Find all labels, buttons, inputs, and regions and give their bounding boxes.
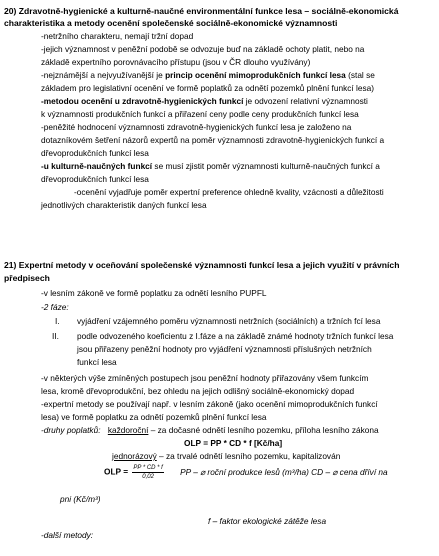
formula-f-definition: f – faktor ekologické zátěže lesa xyxy=(208,516,327,526)
s21-line-1: -v lesním zákoně ve formě poplatku za odnětí lesního PUPFL xyxy=(41,288,267,298)
phase-1-text: vyjádření vzájemného poměru významnosti netržních (sociálních) a tržních fcí lesa xyxy=(77,316,381,326)
s20-line-7: k významnosti produkčních funkcí a přiřazení ceny podle ceny produkčních funkcí lesa xyxy=(41,109,359,119)
s20-line-6-b: je odvození relativní významnosti xyxy=(243,96,368,106)
one-off-fee-text: – za trvalé odnětí lesního pozemku, kapitalizován xyxy=(156,451,341,461)
section-21-title-line-2: předpisech xyxy=(4,273,50,283)
s20-line-2: -jejich významnost v peněžní podobě se odvozuje buď na základě ochoty platit, nebo na xyxy=(41,44,365,54)
formula-denominator: 0,02 xyxy=(142,474,154,480)
s20-line-4-a: -nejznámější a nejvyužívanější je xyxy=(41,70,166,80)
formula-lhs: OLP = xyxy=(104,466,129,477)
s20-line-4 xyxy=(41,69,375,81)
annual-fee-label: každoroční xyxy=(107,425,149,435)
s21-line-9: -další metody: xyxy=(41,530,94,540)
s20-line-11 xyxy=(41,160,380,172)
formula-numerator: PP * CD * f xyxy=(133,465,163,471)
s21-line-3: -v některých výše zmíněných postupech jsou peněžní hodnoty přiřazovány všem funkcím xyxy=(41,373,369,383)
s20-line-4-c: (stal se xyxy=(345,70,375,80)
s20-line-6-bold: -metodou ocenění u zdravotně-hygienických funkcí xyxy=(41,96,244,106)
annual-fee-text: – za dočasné odnětí lesního pozemku, příloha lesního zákona xyxy=(148,425,379,435)
section-21-title-line-1: 21) Expertní metody v oceňování společenské významnosti funkcí lesa a jejich využití v právních xyxy=(4,260,400,270)
s21-line-5: -expertní metody se používají např. v lesním zákoně (jako ocenění mimoprodukčních funkcí xyxy=(41,399,378,409)
formula-legend-continued: pni (Kč/m³) xyxy=(60,494,101,504)
s21-line-7 xyxy=(41,424,379,436)
one-off-fee-label: jednorázový xyxy=(112,451,157,461)
s20-line-12: dřevoprodukčních funkcí lesa xyxy=(41,174,149,184)
s20-line-14: jednotlivých charakteristik daných funkcí lesa xyxy=(41,200,207,210)
s20-line-11-b: se musí zjistit poměr významnosti kulturně-naučných funkcí a xyxy=(152,161,380,171)
s20-line-3: základě expertního porovnávacího přístupu (jsou v ČR dlouho využívány) xyxy=(41,57,311,67)
s20-line-6 xyxy=(41,95,368,107)
formula-fraction xyxy=(132,464,163,481)
formula-one-off xyxy=(104,464,388,481)
s20-line-10: dřevoprodukčních funkcí lesa xyxy=(41,148,149,158)
formula-annual: OLP = PP * CD * f [Kč/ha] xyxy=(184,438,283,448)
phase-2-text-3: funkcí lesa xyxy=(77,357,117,367)
formula-legend: PP – ⌀ roční produkce lesů (m³/ha) CD – ⌀ cena dříví na xyxy=(180,466,388,477)
section-20-title-line-2: charakteristika a metody ocenění společenské sociálně-ekonomické významnosti xyxy=(4,18,338,28)
phase-2-text-2: jsou přiřazeny peněžní hodnoty pro vyjádření významnosti příslušných netržních xyxy=(77,344,372,354)
s21-line-2: -2 fáze: xyxy=(41,302,69,312)
s21-line-6: lesa) ve formě poplatku za odnětí pozemků plnění funkcí lesa xyxy=(41,412,267,422)
section-20-title-line-1: 20) Zdravotně-hygienické a kulturně-naučné environmentální funkce lesa – sociálně-ekonomická xyxy=(4,6,399,16)
s20-line-4-bold: princip ocenění mimoprodukčních funkcí lesa xyxy=(165,70,346,80)
s20-line-8: -peněžité hodnocení významnosti zdravotně-hygienických funkcí lesa je založeno na xyxy=(41,122,352,132)
s21-line-8 xyxy=(112,450,340,462)
s21-line-4: lesa, kromě dřevoprodukční, bez ohledu na jejich odlišný sociálně-ekonomický dopad xyxy=(41,386,355,396)
s20-line-11-bold: -u kulturně-naučných funkcí xyxy=(41,161,153,171)
s20-line-13: -ocenění vyjadřuje poměr expertní preference ohledně kvality, vzácnosti a důležitosti xyxy=(74,187,384,197)
s20-line-5: základem pro legislativní ocenění ve formě poplatků za odnětí pozemků plnění funkcí lesa) xyxy=(41,83,374,93)
s20-line-9: dotazníkovém šetření názorů expertů na poměr významnosti zdravotně-hygienických funkcí a xyxy=(41,135,385,145)
phase-1-number: I. xyxy=(55,316,60,326)
phase-2-number: II. xyxy=(52,331,59,341)
phase-2-text-1: podle odvozeného koeficientu z I.fáze a na základě známé hodnoty tržních funkcí lesa xyxy=(77,331,394,341)
s20-line-1: -netržního charakteru, nemají tržní dopad xyxy=(41,31,194,41)
fee-types-label: -druhy poplatků: xyxy=(41,425,101,435)
